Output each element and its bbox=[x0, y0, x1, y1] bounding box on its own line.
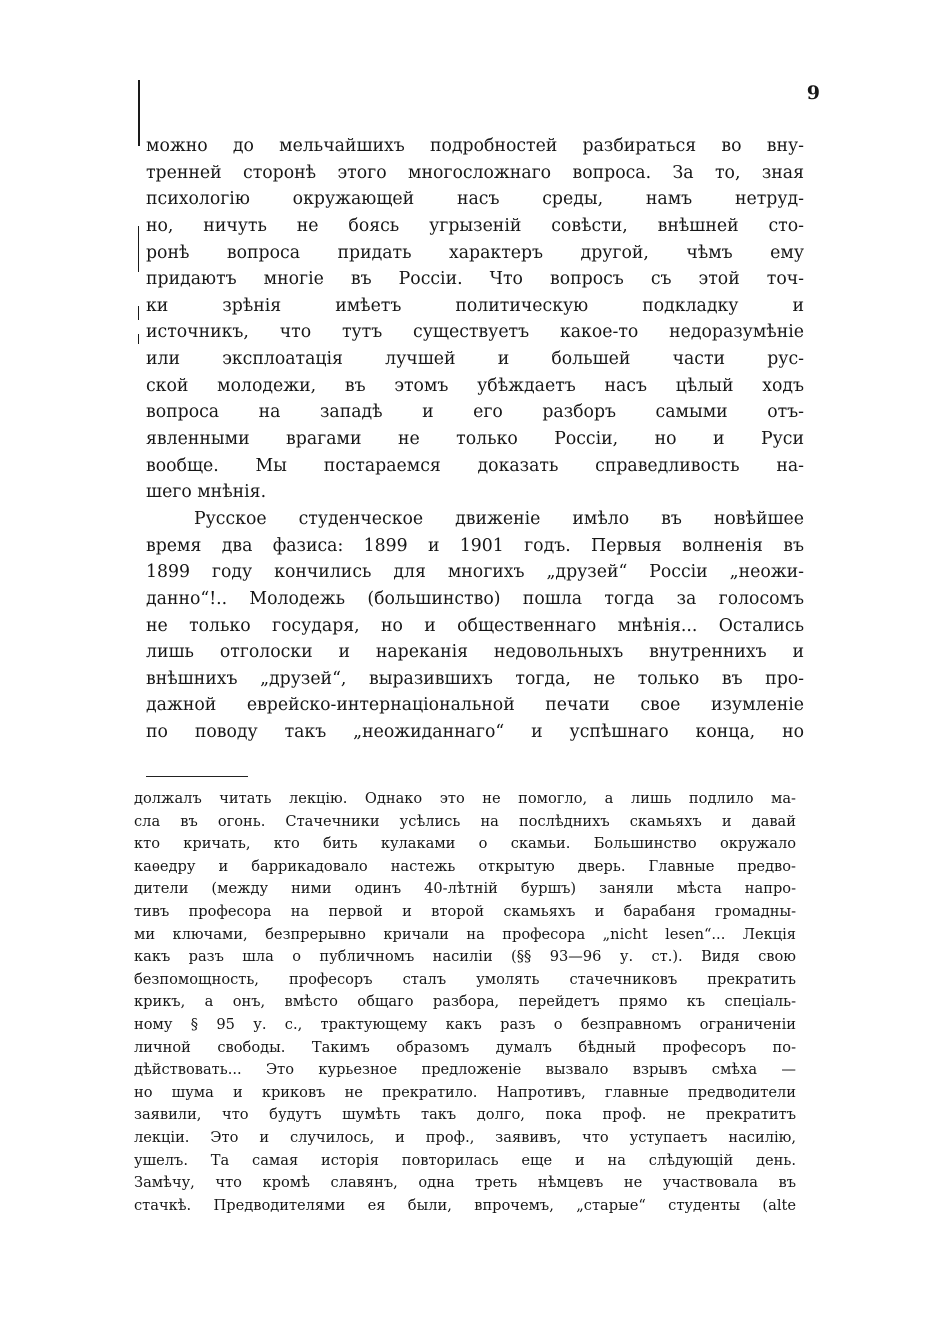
footnote-line: стачкѣ. Предводителями ея были, впрочемъ, „старые“ студенты (alte bbox=[134, 1196, 796, 1214]
footnote-separator bbox=[146, 776, 248, 777]
page-number: 9 bbox=[806, 82, 820, 104]
text-line: но, ничуть не боясь угрызеній совѣсти, внѣшней сто- bbox=[146, 215, 804, 236]
footnote-line: крикъ, а онъ, вмѣсто общаго разбора, перейдетъ прямо къ спеціаль- bbox=[134, 993, 796, 1011]
text-line: или эксплоатація лучшей и большей части рус- bbox=[146, 349, 804, 370]
text-line: дажной еврейско-интернаціональной печати свое изумленіе bbox=[146, 695, 804, 716]
footnote-line: какъ разъ шла о публичномъ насиліи (§§ 93—96 у. ст.). Видя свою bbox=[134, 948, 796, 966]
footnote-line: дѣйствовать... Это курьезное предложеніе вызвало взрывъ смѣха — bbox=[134, 1061, 796, 1079]
footnote bbox=[134, 788, 796, 1217]
footnote-line: кто кричать, кто бить кулаками о скамьи. Большинство окружало bbox=[134, 835, 796, 853]
margin-line-mark bbox=[138, 306, 139, 320]
text-line: 1899 году кончились для многихъ „друзей“ Россіи „неожи- bbox=[146, 562, 804, 583]
footnote-line: ушелъ. Та самая исторія повторилась еще и на слѣдующій день. bbox=[134, 1151, 796, 1169]
text-line: психологію окружающей насъ среды, намъ нетруд- bbox=[146, 189, 804, 210]
footnote-line: каѳедру и баррикадовало настежь открытую дверь. Главные предво- bbox=[134, 857, 796, 875]
footnote-line: лекціи. Это и случилось, и проф., заявивъ, что уступаетъ насилію, bbox=[134, 1128, 796, 1146]
text-line: ки зрѣнія имѣетъ политическую подкладку и bbox=[146, 295, 804, 316]
text-line: источникъ, что тутъ существуетъ какое-то недоразумѣніе bbox=[146, 322, 804, 343]
paragraph-first-line: Русское студенческое движеніе имѣло въ новѣйшее bbox=[194, 508, 804, 529]
text-line: не только государя, но и общественнаго мнѣнія... Остались bbox=[146, 615, 804, 636]
footnote-line: тивъ професора на первой и второй скамьяхъ и барабаня громадны- bbox=[134, 902, 796, 920]
main-text bbox=[146, 133, 804, 746]
footnote-line: Замѣчу, что кромѣ славянъ, одна треть нѣмцевъ не участвовала въ bbox=[134, 1174, 796, 1192]
text-line: явленными врагами не только Россіи, но и Руси bbox=[146, 429, 804, 450]
text-line: данно“!.. Молодежь (большинство) пошла тогда за голосомъ bbox=[146, 588, 804, 609]
text-line: тренней сторонѣ этого многосложнаго вопроса. За то, зная bbox=[146, 162, 804, 183]
text-line: шего мнѣнія. bbox=[146, 482, 267, 503]
text-line: вообще. Мы постараемся доказать справедливость на- bbox=[146, 455, 804, 476]
text-line: внѣшнихъ „друзей“, выразившихъ тогда, не только въ про- bbox=[146, 668, 804, 689]
footnote-line: сла въ огонь. Стачечники усѣлись на послѣднихъ скамьяхъ и давай bbox=[134, 812, 796, 830]
footnote-line: заявили, что будутъ шумѣть такъ долго, пока проф. не прекратитъ bbox=[134, 1106, 796, 1124]
margin-line-mark bbox=[138, 226, 139, 272]
footnote-line: личной свободы. Такимъ образомъ думалъ бѣдный професоръ по- bbox=[134, 1038, 796, 1056]
margin-line-mark bbox=[138, 80, 140, 146]
footnote-line: должалъ читать лекцію. Однако это не помогло, а лишь подлило ма- bbox=[134, 790, 796, 807]
text-line: вопроса на западѣ и его разборъ самыми отъ- bbox=[146, 402, 804, 423]
footnote-line: безпомощность, професоръ сталъ умолять стачечниковъ прекратить bbox=[134, 970, 796, 988]
footnote-line: но шума и криковъ не прекратило. Напротивъ, главные предводители bbox=[134, 1083, 796, 1101]
text-line: ской молодежи, въ этомъ убѣждаетъ насъ цѣлый ходъ bbox=[146, 375, 804, 396]
text-line: ронѣ вопроса придать характеръ другой, чѣмъ ему bbox=[146, 242, 804, 263]
footnote-line: ми ключами, безпрерывно кричали на професора „nicht lesen“... Лекція bbox=[134, 925, 796, 943]
margin-line-mark bbox=[138, 334, 139, 344]
text-line: по поводу такъ „неожиданнаго“ и успѣшнаго конца, но bbox=[146, 722, 804, 743]
footnote-line: дители (между ними одинъ 40-лѣтній буршъ) заняли мѣста напро- bbox=[134, 880, 796, 898]
text-line: придаютъ многіе въ Россіи. Что вопросъ съ этой точ- bbox=[146, 269, 804, 290]
text-line: можно до мельчайшихъ подробностей разбираться во вну- bbox=[146, 136, 804, 156]
footnote-line: ному § 95 у. с., трактующему какъ разъ о безправномъ ограниченіи bbox=[134, 1015, 796, 1033]
text-line: лишь отголоски и нареканія недовольныхъ внутреннихъ и bbox=[146, 642, 804, 663]
text-line: время два фазиса: 1899 и 1901 годъ. Первыя волненія въ bbox=[146, 535, 804, 556]
